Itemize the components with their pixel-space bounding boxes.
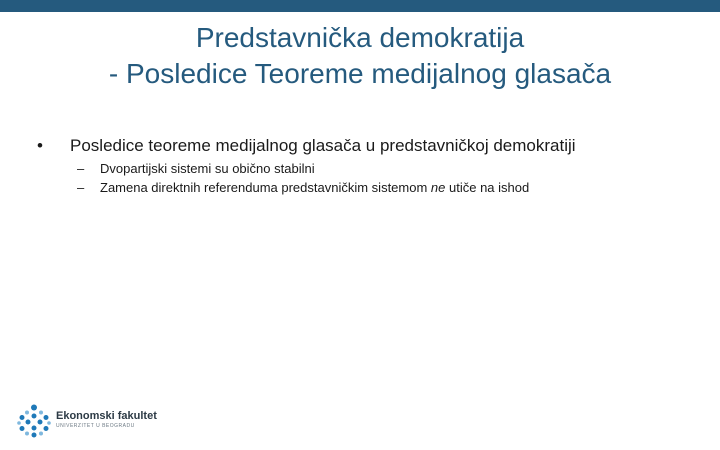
logo-dots <box>17 405 51 438</box>
sub-bullet-2-emphasis: ne <box>430 180 446 195</box>
dotted-cross-logo-icon <box>16 404 52 438</box>
sub-bullet-2-text <box>100 179 529 197</box>
top-accent-bar <box>0 0 720 12</box>
logo-wordmark <box>56 410 157 430</box>
sub-bullet-dash: – <box>77 161 85 176</box>
faculty-logo <box>16 404 156 438</box>
slide-title-line-2: - Posledice Teoreme medijalnog glasača <box>108 58 612 89</box>
sub-bullet-2-text-end: utiče na ishod <box>445 180 530 195</box>
sub-bullet-1-text: Dvopartijski sistemi su obično stabilni <box>100 161 315 176</box>
main-bullet-text: Posledice teoreme medijalnog glasača u predstavničkoj demokratiji <box>70 136 576 155</box>
logo-subtitle: UNIVERZITET U BEOGRADU <box>56 423 135 429</box>
bullet-mark: • <box>37 136 43 155</box>
sub-bullet-dash: – <box>77 180 85 195</box>
slide-title-line-1: Predstavnička demokratija <box>195 22 525 53</box>
sub-bullet-2-text-start: Zamena direktnih referenduma predstavničkim sistemom <box>100 180 431 195</box>
slide-title <box>0 20 720 92</box>
logo-name: Ekonomski fakultet <box>56 410 157 422</box>
